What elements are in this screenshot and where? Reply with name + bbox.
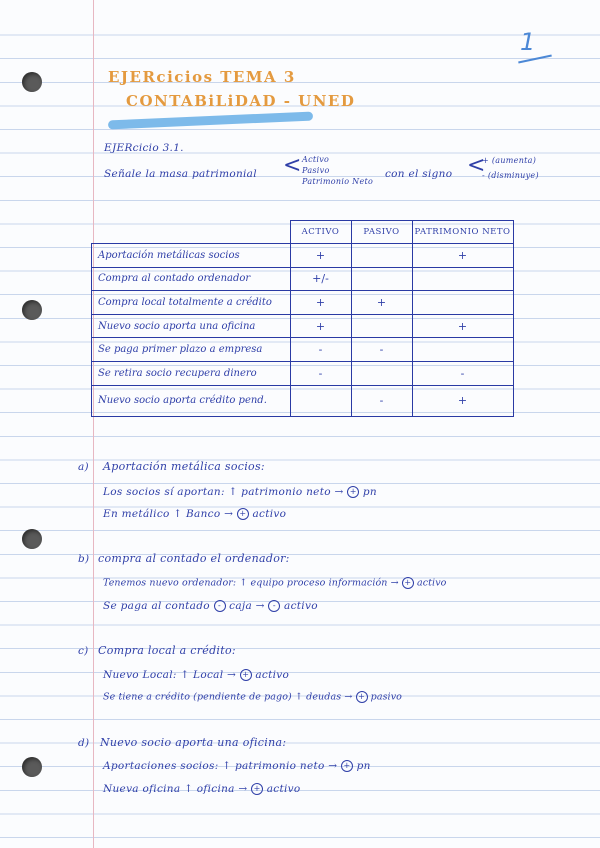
table-row	[92, 338, 514, 362]
cell-pn	[412, 291, 513, 315]
table-row	[92, 291, 514, 315]
row-label: Nuevo socio aporta una oficina	[92, 314, 291, 338]
cell-activo: +/-	[290, 267, 351, 291]
answer-a-marker: a)	[78, 461, 89, 473]
cell-pn: +	[412, 314, 513, 338]
row-label: Nuevo socio aporta crédito pend.	[92, 385, 291, 416]
cell-pasivo	[351, 244, 412, 268]
cell-pasivo	[351, 314, 412, 338]
cell-pasivo	[351, 267, 412, 291]
cell-pn	[412, 267, 513, 291]
cell-activo: +	[290, 244, 351, 268]
plus-circle-icon: +	[402, 577, 414, 589]
title-highlight	[108, 112, 313, 130]
table-row	[92, 267, 514, 291]
plus-circle-icon: +	[237, 508, 249, 520]
cell-pn: -	[412, 361, 513, 385]
brace-right: <	[467, 153, 486, 178]
plus-circle-icon: +	[347, 486, 359, 498]
title-line-1: EJERcicios TEMA 3	[108, 68, 296, 86]
exercise-heading: EJERcicio 3.1.	[104, 142, 184, 154]
binder-hole	[22, 757, 42, 777]
table-row	[92, 361, 514, 385]
plus-circle-icon: +	[341, 760, 353, 772]
cell-pn	[412, 338, 513, 362]
table-header-row	[92, 221, 514, 244]
plus-circle-icon: +	[356, 691, 368, 703]
binder-hole	[22, 72, 42, 92]
minus-circle-icon: -	[214, 600, 226, 612]
title-line-2: CONTABiLiDAD - UNED	[126, 92, 356, 110]
header-pasivo: PASIVO	[351, 221, 412, 244]
margin-line	[93, 0, 94, 848]
cell-pasivo	[351, 361, 412, 385]
row-label: Se retira socio recupera dinero	[92, 361, 291, 385]
cell-activo: -	[290, 338, 351, 362]
cell-pn: +	[412, 244, 513, 268]
sign-plus: + (aumenta)	[482, 156, 537, 165]
answer-b-line-2: Se paga al contado - caja → - activo	[103, 600, 318, 612]
table-row	[92, 385, 514, 416]
answer-d-line-2: Nueva oficina ↑ oficina → + activo	[103, 783, 301, 795]
binder-hole	[22, 300, 42, 320]
cell-pn: +	[412, 385, 513, 416]
cell-pasivo: -	[351, 385, 412, 416]
brace-left: <	[283, 153, 302, 178]
sign-minus: - (disminuye)	[482, 171, 539, 180]
option-pasivo: Pasivo	[302, 166, 330, 175]
answer-c-heading: Compra local a crédito:	[98, 644, 236, 657]
row-label: Compra al contado ordenador	[92, 267, 291, 291]
option-pn: Patrimonio Neto	[302, 177, 374, 186]
option-activo: Activo	[302, 155, 330, 164]
instruction-text: Señale la masa patrimonial	[104, 168, 257, 180]
answer-c-marker: c)	[78, 645, 89, 657]
cell-activo	[290, 385, 351, 416]
answer-b-heading: compra al contado el ordenador:	[98, 552, 290, 565]
header-pn: PATRIMONIO NETO	[412, 221, 513, 244]
answer-b-marker: b)	[78, 553, 90, 565]
answer-b-line-1: Tenemos nuevo ordenador: ↑ equipo proceso información → + activo	[103, 577, 447, 589]
minus-circle-icon: -	[268, 600, 280, 612]
instruction-connector: con el signo	[385, 168, 453, 180]
answer-a-heading: Aportación metálica socios:	[103, 460, 265, 473]
cell-pasivo: +	[351, 291, 412, 315]
row-label: Compra local totalmente a crédito	[92, 291, 291, 315]
table-row	[92, 244, 514, 268]
answer-d-line-1: Aportaciones socios: ↑ patrimonio neto → + pn	[103, 760, 371, 772]
plus-circle-icon: +	[240, 669, 252, 681]
answer-d-marker: d)	[78, 737, 90, 749]
answer-c-line-2: Se tiene a crédito (pendiente de pago) ↑ deudas → + pasivo	[103, 691, 402, 703]
table-row	[92, 314, 514, 338]
answer-d-heading: Nuevo socio aporta una oficina:	[100, 736, 287, 749]
header-activo: ACTIVO	[290, 221, 351, 244]
plus-circle-icon: +	[251, 783, 263, 795]
answer-c-line-1: Nuevo Local: ↑ Local → + activo	[103, 669, 290, 681]
cell-activo: +	[290, 291, 351, 315]
cell-activo: -	[290, 361, 351, 385]
row-label: Aportación metálicas socios	[92, 244, 291, 268]
answer-a-line-2: En metálico ↑ Banco → + activo	[103, 508, 287, 520]
cell-activo: +	[290, 314, 351, 338]
page-number: 1	[520, 28, 536, 56]
cell-pasivo: -	[351, 338, 412, 362]
classification-table	[91, 220, 514, 417]
row-label: Se paga primer plazo a empresa	[92, 338, 291, 362]
answer-a-line-1: Los socios sí aportan: ↑ patrimonio neto → + pn	[103, 486, 377, 498]
binder-hole	[22, 529, 42, 549]
